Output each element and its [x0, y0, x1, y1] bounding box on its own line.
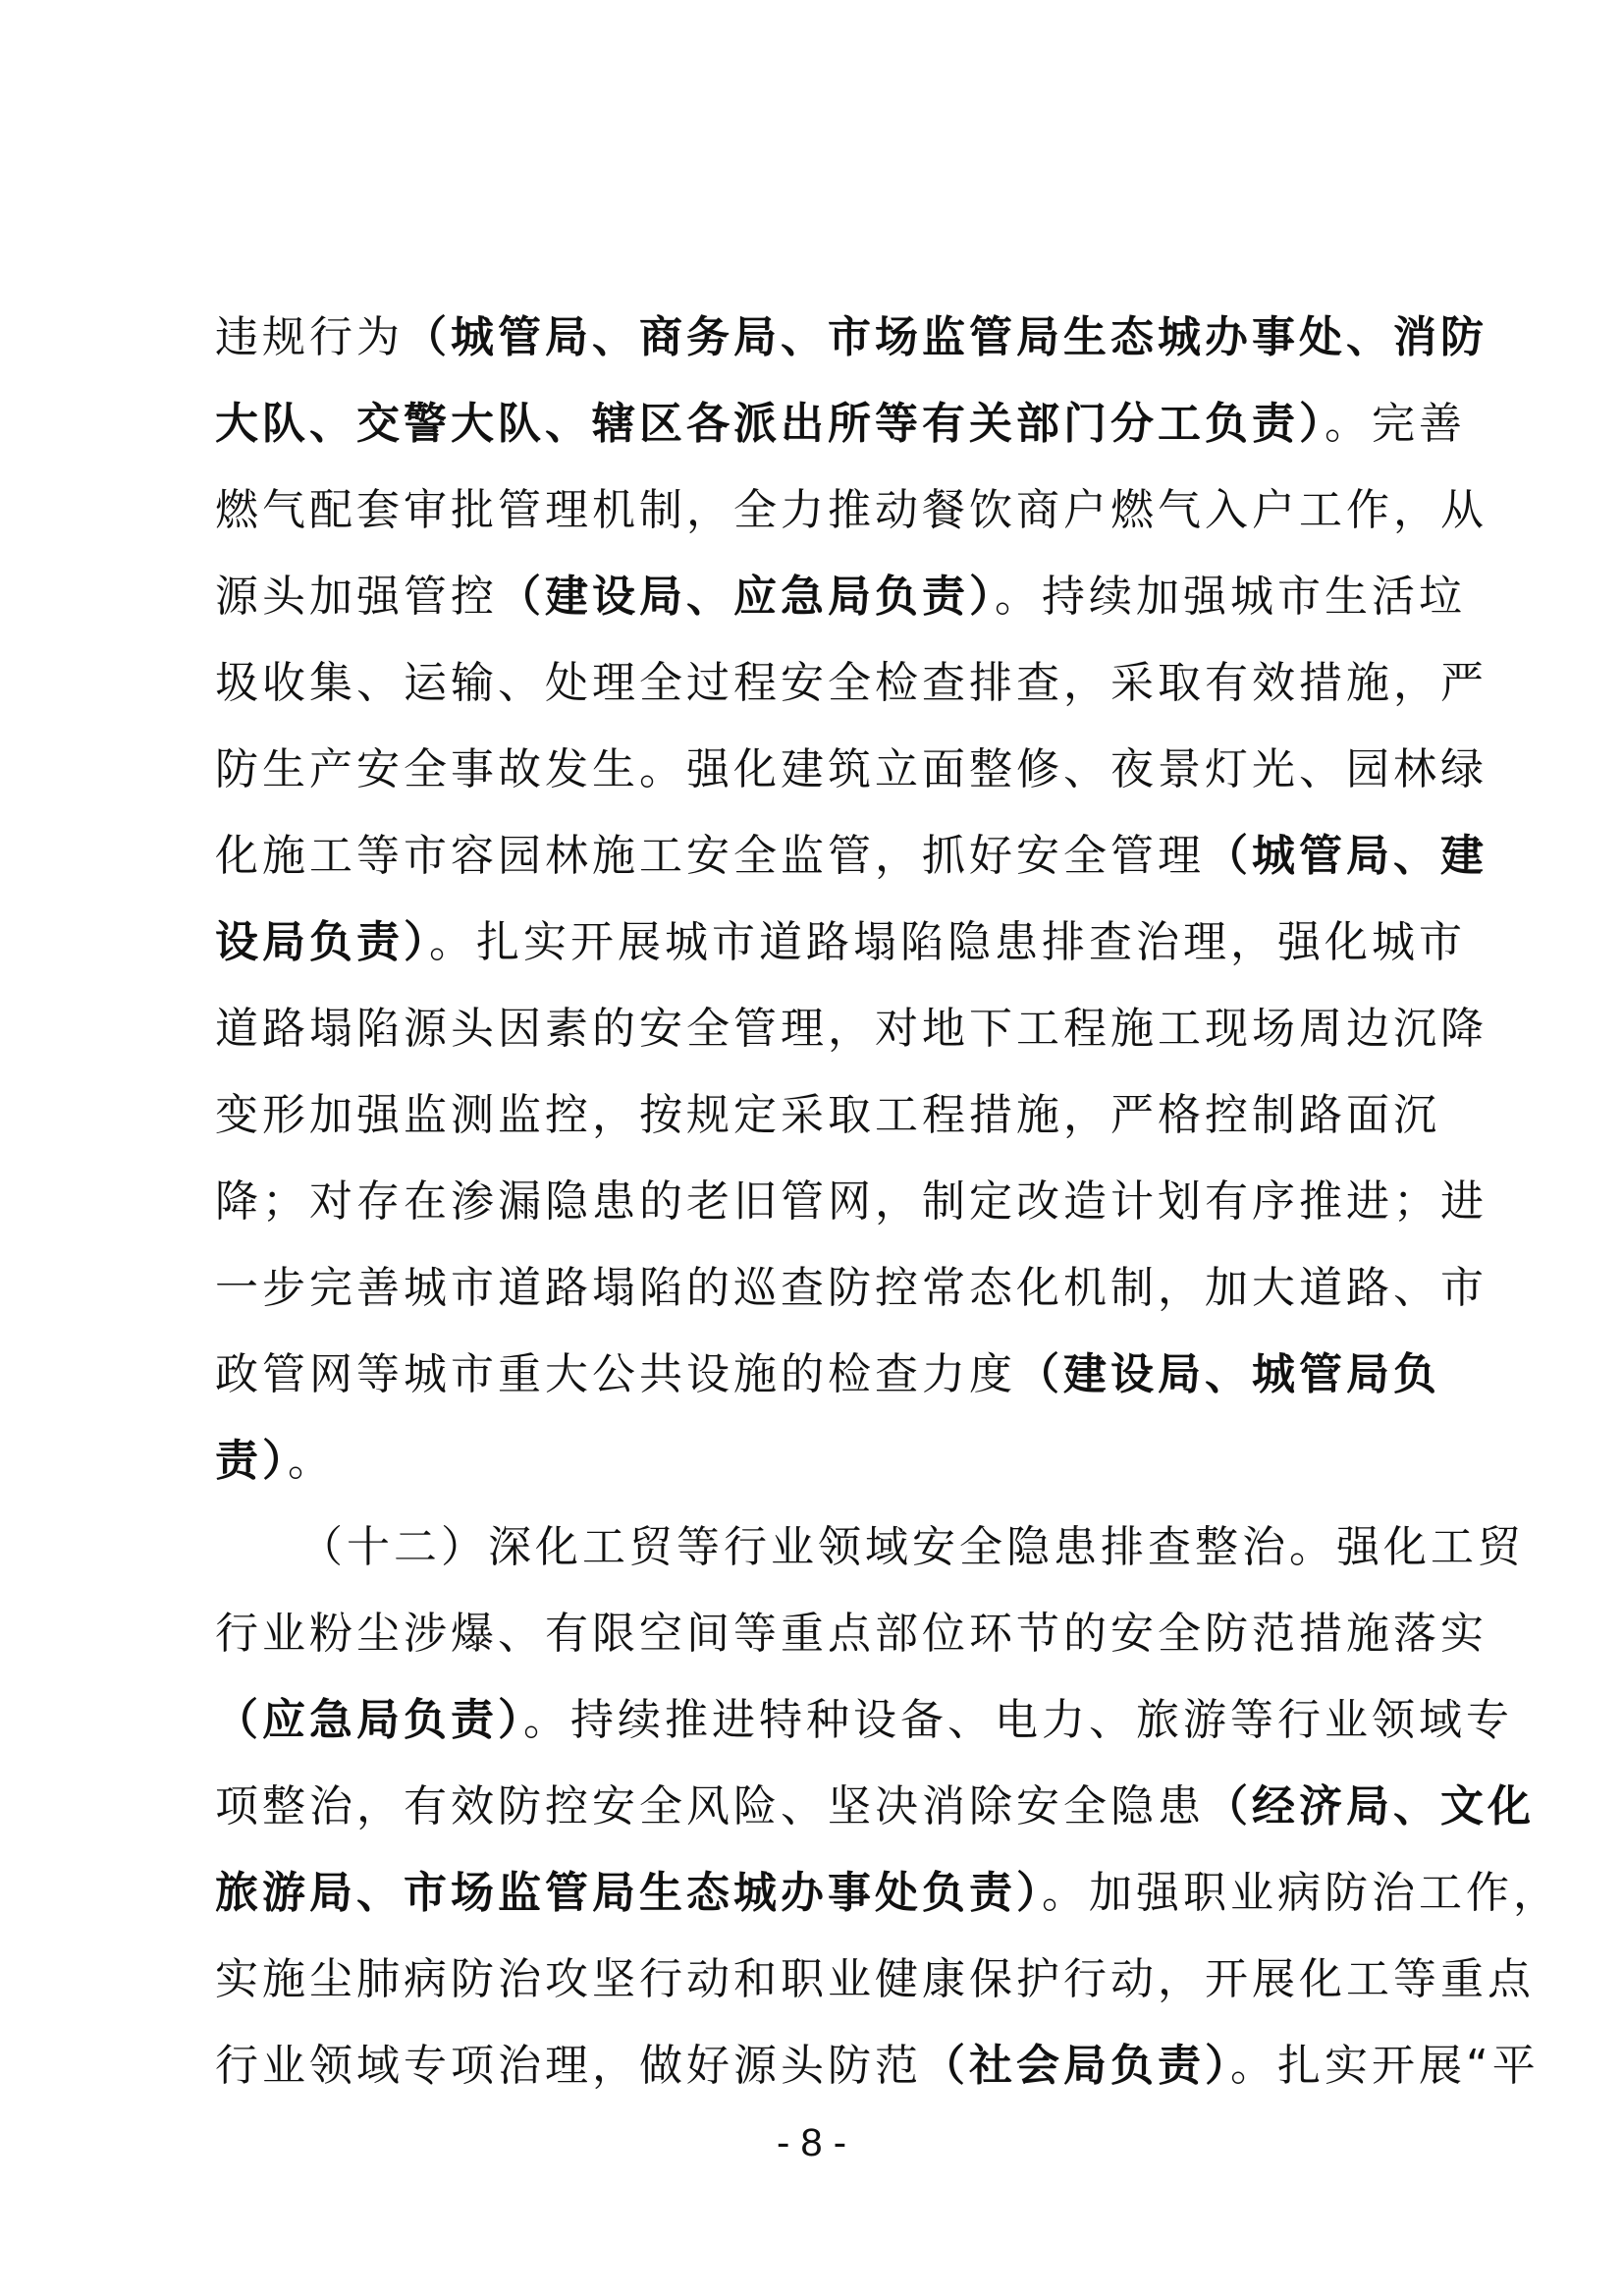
- body-text-segment: 政管网等城市重大公共设施的检查力度: [215, 1349, 1016, 1399]
- page-number: - 8 -: [776, 2121, 847, 2164]
- body-text-segment: （十二）深化工贸等行业领域安全隐患排查整治。强化工贸: [299, 1522, 1525, 1572]
- responsible-department-text: （社会局负责）: [922, 2041, 1230, 2091]
- text-line: [215, 1332, 1440, 1418]
- text-line: [215, 1677, 1513, 1764]
- text-line: [215, 640, 1488, 727]
- body-text-segment: 。完善: [1325, 399, 1466, 449]
- text-line: [215, 2023, 1540, 2109]
- body-text-segment: 道路塌陷源头因素的安全管理，对地下工程施工现场周边沉降: [215, 1004, 1488, 1054]
- body-text-segment: 行业领域专项治理，做好源头防范: [215, 2041, 922, 2091]
- text-line: [215, 1850, 1560, 1937]
- body-text-segment: 。扎实开展城市道路塌陷隐患排查治理，强化城市: [429, 917, 1466, 967]
- responsible-department-text: 设局负责）: [215, 917, 429, 967]
- body-text-segment: 。加强职业病防治工作，: [1042, 1868, 1560, 1918]
- text-line: [215, 1072, 1440, 1159]
- text-line: [215, 467, 1488, 554]
- text-line: [215, 295, 1488, 381]
- responsible-department-text: （应急局负责）: [215, 1695, 523, 1745]
- body-text-segment: 实施尘肺病防治攻坚行动和职业健康保护行动，开展化工等重点: [215, 1954, 1535, 2004]
- responsible-department-text: （经济局、文化: [1205, 1781, 1535, 1831]
- body-text-segment: 行业粉尘涉爆、有限空间等重点部位环节的安全防范措施落实: [215, 1609, 1488, 1659]
- body-text-segment: 项整治，有效防控安全风险、坚决消除安全隐患: [215, 1781, 1205, 1831]
- responsible-department-text: （建设局、城管局负: [1016, 1349, 1440, 1399]
- responsible-department-text: （建设局、应急局负责）: [498, 572, 995, 622]
- text-line: [215, 1937, 1535, 2023]
- body-text-segment: 降；对存在渗漏隐患的老旧管网，制定改造计划有序推进；进: [215, 1176, 1488, 1227]
- text-line: [215, 1591, 1488, 1677]
- paragraph-heading-line: [215, 1504, 1525, 1591]
- body-text-segment: 。: [288, 1436, 335, 1486]
- body-text-segment: 。持续推进特种设备、电力、旅游等行业领域专: [523, 1695, 1513, 1745]
- body-text-segment: 变形加强监测监控，按规定采取工程措施，严格控制路面沉: [215, 1090, 1440, 1140]
- text-line: [215, 1159, 1488, 1245]
- responsible-department-text: （城管局、商务局、市场监管局生态城办事处、消防: [404, 312, 1488, 362]
- text-line: [215, 1418, 1423, 1504]
- body-text-segment: 违规行为: [215, 312, 404, 362]
- text-line: [215, 900, 1466, 986]
- body-text-segment: 源头加强管控: [215, 572, 498, 622]
- text-line: [215, 813, 1488, 900]
- responsible-department-text: 责）: [215, 1436, 288, 1486]
- text-line: [215, 986, 1488, 1072]
- body-text-segment: 一步完善城市道路塌陷的巡查防控常态化机制，加大道路、市: [215, 1263, 1488, 1313]
- text-line: [215, 554, 1466, 640]
- body-text-segment: 化施工等市容园林施工安全监管，抓好安全管理: [215, 831, 1205, 881]
- body-text-segment: 燃气配套审批管理机制，全力推动餐饮商户燃气入户工作，从: [215, 485, 1488, 535]
- body-text-segment: 圾收集、运输、处理全过程安全检查排查，采取有效措施，严: [215, 658, 1488, 708]
- body-text-segment: 。持续加强城市生活垃: [995, 572, 1466, 622]
- text-line: [215, 727, 1488, 813]
- text-line: [215, 381, 1466, 467]
- text-line: [215, 1764, 1535, 1850]
- responsible-department-text: （城管局、建: [1205, 831, 1488, 881]
- responsible-department-text: 旅游局、市场监管局生态城办事处负责）: [215, 1868, 1042, 1918]
- body-text: [215, 295, 1560, 2109]
- responsible-department-text: 大队、交警大队、辖区各派出所等有关部门分工负责）: [215, 399, 1325, 449]
- body-text-segment: 防生产安全事故发生。强化建筑立面整修、夜景灯光、园林绿: [215, 744, 1488, 794]
- text-line: [215, 1245, 1488, 1332]
- body-text-segment: 。扎实开展“平: [1230, 2041, 1540, 2091]
